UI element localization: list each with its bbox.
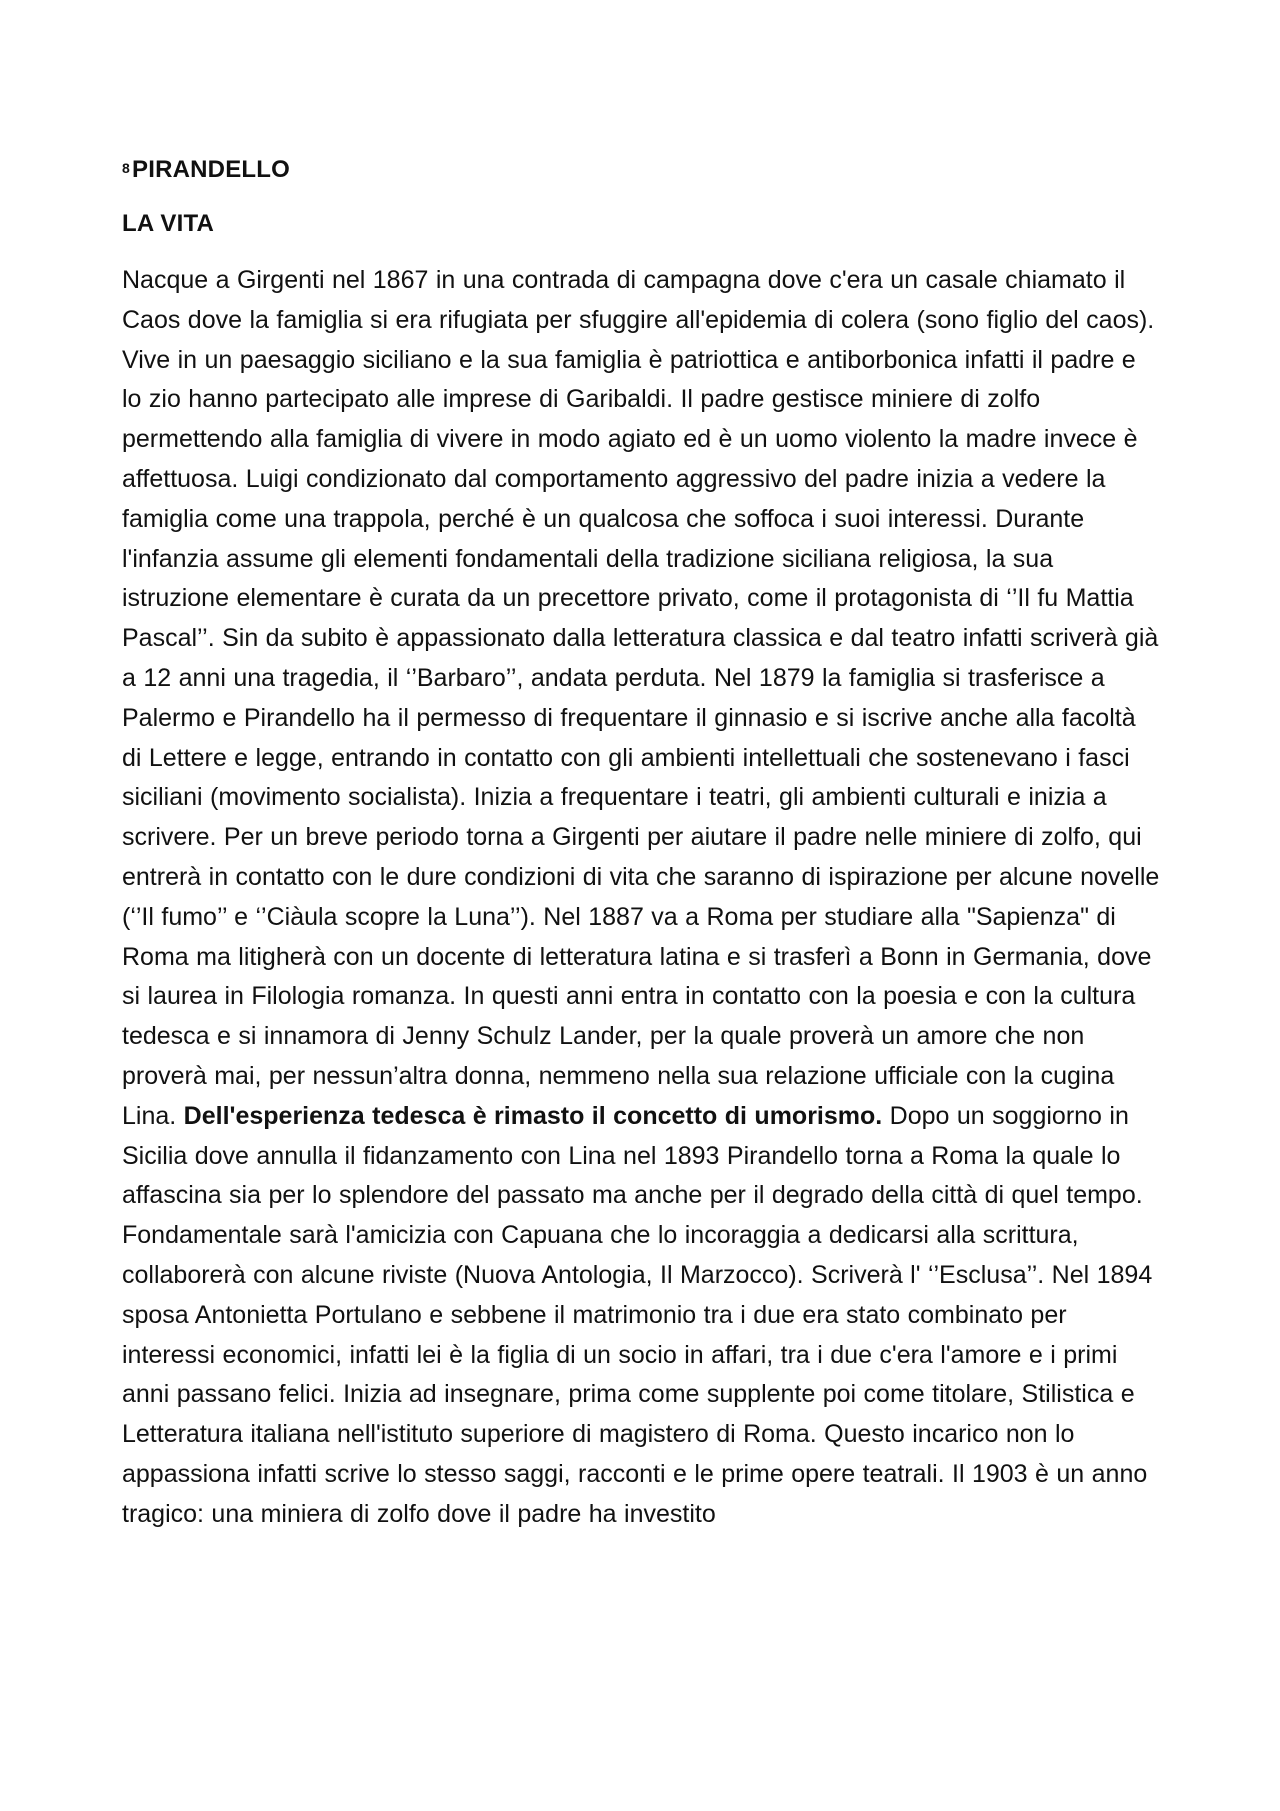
body-paragraph bbox=[122, 261, 1162, 1535]
paragraph-text-part1: Nacque a Girgenti nel 1867 in una contrada di campagna dove c'era un casale chiamato il Caos dove la famiglia si era rifugiata per sfuggire all'epidemia di colera (sono figlio del caos). Vive in un paesaggio siciliano e la sua famiglia è patriottica e antiborbonica infatti il padre e lo zio hanno partecipato alle imprese di Garibaldi. Il padre gestisce miniere di zolfo permettendo alla famiglia di vivere in modo agiato ed è un uomo violento la madre invece è affettuosa. Luigi condizionato dal comportamento aggressivo del padre inizia a vedere la famiglia come una trappola, perché è un qualcosa che soffoca i suoi interessi. Durante l'infanzia assume gli elementi fondamentali della tradizione siciliana religiosa, la sua istruzione elementare è curata da un precettore privato, come il protagonista di ‘’Il fu Mattia Pascal’’. Sin da subito è appassionato dalla letteratura classica e dal teatro infatti scriverà già a 12 anni una tragedia, il ‘’Barbaro’’, andata perduta. Nel 1879 la famiglia si trasferisce a Palermo e Pirandello ha il permesso di frequentare il ginnasio e si iscrive anche alla facoltà di Lettere e legge, entrando in contatto con gli ambienti intellettuali che sostenevano i fasci siciliani (movimento socialista). Inizia a frequentare i teatri, gli ambienti culturali e inizia a scrivere. Per un breve periodo torna a Girgenti per aiutare il padre nelle miniere di zolfo, qui entrerà in contatto con le dure condizioni di vita che saranno di ispirazione per alcune novelle (‘’Il fumo’’ e ‘’Ciàula scopre la Luna’’). Nel 1887 va a Roma per studiare alla "Sapienza" di Roma ma litigherà con un docente di letteratura latina e si trasferì a Bonn in Germania, dove si laurea in Filologia romanza. In questi anni entra in contatto con la poesia e con la cultura tedesca e si innamora di Jenny Schulz Lander, per la quale proverà un amore che non proverà mai, per nessun’altra donna, nemmeno nella sua relazione ufficiale con la cugina Lina. bbox=[122, 266, 1160, 1130]
title-text: PIRANDELLO bbox=[132, 156, 290, 183]
section-heading: LA VITA bbox=[122, 210, 215, 237]
paragraph-bold-sentence: Dell'esperienza tedesca è rimasto il concetto di umorismo. bbox=[183, 1101, 883, 1130]
title-superscript-marker: 8 bbox=[122, 160, 130, 176]
paragraph-text-part2: Dopo un soggiorno in Sicilia dove annulla il fidanzamento con Lina nel 1893 Pirandello torna a Roma la quale lo affascina sia per lo splendore del passato ma anche per il degrado della città di quel tempo. Fondamentale sarà l'amicizia con Capuana che lo incoraggia a dedicarsi alla scrittura, collaborerà con alcune riviste (Nuova Antologia, Il Marzocco). Scriverà l' ‘’Esclusa’’. Nel 1894 sposa Antonietta Portulano e sebbene il matrimonio tra i due era stato combinato per interessi economici, infatti lei è la figlia di un socio in affari, tra i due c'era l'amore e i primi anni passano felici. Inizia ad insegnare, prima come supplente poi come titolare, Stilistica e Letteratura italiana nell'istituto superiore di magistero di Roma. Questo incarico non lo appassiona infatti scrive lo stesso saggi, racconti e le prime opere teatrali. Il 1903 è un anno tragico: una miniera di zolfo dove il padre ha investito bbox=[122, 1101, 1153, 1528]
document-title bbox=[122, 155, 1162, 185]
